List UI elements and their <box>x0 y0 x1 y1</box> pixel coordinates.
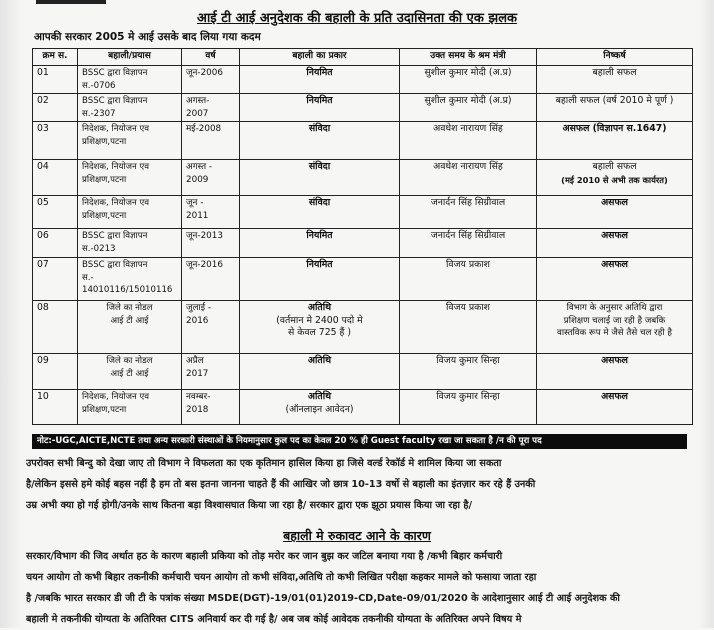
cell-type: अतिथि <box>240 354 400 390</box>
cell-serial: 03 <box>33 122 78 160</box>
cell-type: नियमित <box>240 229 400 258</box>
cell-result: बहाली सफल <box>537 66 693 94</box>
paragraph-reasons <box>26 546 698 630</box>
cell-result: असफल <box>537 196 693 229</box>
cell-year: जून-2006 <box>182 66 240 94</box>
cell-minister: विजय प्रकाश <box>400 258 537 301</box>
document-title: आई टी आई अनुदेशक की बहाली के प्रति उदासिनता की एक झलक <box>197 11 517 26</box>
paragraph-line: है /जबकि भारत सरकार डी जी टी के पत्रांक संख्या MSDE(DGT)-19/01(01)2019-CD,Date-09/01/2020 के आदेशानुसार आई टी आई अनुदेशक की <box>26 593 620 604</box>
cell-type: अतिथि (वर्तमान मे 2400 पदो मे से केवल 725 हैं ) <box>240 301 400 354</box>
paragraph-analysis <box>26 453 698 516</box>
cell-year: नवम्बर- 2018 <box>182 390 240 425</box>
paragraph-line: बहाली मे तकनीकी योग्यता के अतिरिक्त CITS अनिवार्य कर दी गई है/ अब जब कोई आवेदक तकनीकी योग्यता के अतिरिक्त अपने विषय मे <box>26 614 522 625</box>
header-type: बहाली का प्रकार <box>240 49 400 66</box>
paragraph-line: सरकार/विभाग की जिद अर्थात हठ के कारण बहाली प्रकिया को तोड़ मरोर कर जान बुझ कर जटिल बनाया गया है /कभी बिहार कर्मचारी <box>26 551 503 562</box>
header-attempt: बहाली/प्रयास <box>78 49 182 66</box>
cell-attempt: निदेशक, नियोजन एव प्रशिक्षण,पटना <box>78 160 182 196</box>
cell-minister: अवधेश नारायण सिंह <box>400 122 537 160</box>
cell-minister: जनार्दन सिंह सिग्रीवाल <box>400 196 537 229</box>
section-heading: बहाली मे रुकावट आने के कारण <box>283 528 431 543</box>
header-minister: उक्त समय के श्रम मंत्री <box>400 49 537 66</box>
cell-attempt: जिले का नोडल आई टी आई <box>78 301 182 354</box>
cell-result: असफल <box>537 258 693 301</box>
cell-type: नियमित <box>240 66 400 94</box>
cell-minister: जनार्दन सिंह सिग्रीवाल <box>400 229 537 258</box>
cell-minister: अवधेश नारायण सिंह <box>400 160 537 196</box>
cell-serial: 10 <box>33 390 78 425</box>
cell-result: असफल (विज्ञापन स.1647) <box>537 122 693 160</box>
cell-year: अगस्त - 2009 <box>182 160 240 196</box>
cell-year: जून - 2011 <box>182 196 240 229</box>
cell-year: जून-2013 <box>182 229 240 258</box>
cell-serial: 06 <box>33 229 78 258</box>
table-row <box>33 94 693 122</box>
header-serial: क्रम स. <box>33 49 78 66</box>
cell-attempt: निदेशक, नियोजन एव प्रशिक्षण,पटना <box>78 196 182 229</box>
cell-serial: 09 <box>33 354 78 390</box>
cell-type: संविदा <box>240 196 400 229</box>
cell-minister: विजय कुमार सिन्हा <box>400 354 537 390</box>
cell-result: बहाली सफल (मई 2010 से अभी तक कार्यरत) <box>537 160 693 196</box>
cell-result: असफल <box>537 354 693 390</box>
top-edge-mark <box>36 0 106 4</box>
cell-attempt: जिले का नोडल आई टी आई <box>78 354 182 390</box>
cell-attempt: निदेशक, नियोजन एव प्रशिक्षण,पटना <box>78 390 182 425</box>
recruitment-table <box>32 48 693 425</box>
paragraph-line: है/लेकिन इससे हमे कोई बहस नहीं है हम तो बस इतना जानना चाहते हैं की आखिर जो छात्र 10-13 वर्षो से बहाली का इंतज़ार कर रहे हैं उनकी <box>26 479 536 490</box>
cell-attempt: BSSC द्वारा विज्ञापन स.-0213 <box>78 229 182 258</box>
cell-serial: 01 <box>33 66 78 94</box>
cell-attempt: BSSC द्वारा विज्ञापन स.-2307 <box>78 94 182 122</box>
cell-year: अप्रैल 2017 <box>182 354 240 390</box>
cell-attempt: निदेशक, नियोजन एव प्रशिक्षण,पटना <box>78 122 182 160</box>
header-result: निष्कर्ष <box>537 49 693 66</box>
cell-minister: विजय कुमार सिन्हा <box>400 390 537 425</box>
cell-serial: 08 <box>33 301 78 354</box>
table-row <box>33 229 693 258</box>
document-subtitle: आपकी सरकार 2005 मे आई उसके बाद लिया गया कदम <box>34 31 261 43</box>
cell-result: बहाली सफल (वर्ष 2010 मे पूर्ण ) <box>537 94 693 122</box>
cell-serial: 05 <box>33 196 78 229</box>
table-row <box>33 160 693 196</box>
table-row <box>33 196 693 229</box>
cell-serial: 07 <box>33 258 78 301</box>
cell-year: जुलाई - 2016 <box>182 301 240 354</box>
cell-serial: 02 <box>33 94 78 122</box>
cell-type: संविदा <box>240 160 400 196</box>
cell-attempt: BSSC द्वारा विज्ञापन स.-0706 <box>78 66 182 94</box>
cell-serial: 04 <box>33 160 78 196</box>
cell-minister: सुशील कुमार मोदी (अ.प्र) <box>400 94 537 122</box>
cell-result: असफल <box>537 390 693 425</box>
table-row <box>33 354 693 390</box>
table-row <box>33 301 693 354</box>
cell-result: विभाग के अनुसार अतिथि द्वारा प्रशिक्षण चलाई जा रही है जबकि वास्तविक रूप मे जैसे तैसे चल रही है <box>537 301 693 354</box>
cell-type: नियमित <box>240 94 400 122</box>
table-row <box>33 390 693 425</box>
cell-type: नियमित <box>240 258 400 301</box>
table-row <box>33 122 693 160</box>
header-year: वर्ष <box>182 49 240 66</box>
paragraph-line: उपरोक्त सभी बिन्दु को देखा जाए तो विभाग ने विफलता का एक कृतिमान हासिल किया हा जिसे वर्ल्ड रेकॉर्ड मे शामिल किया जा सकता <box>26 458 502 469</box>
table-row <box>33 258 693 301</box>
table-header-row <box>33 49 693 66</box>
cell-attempt: BSSC द्वारा विज्ञापन स.- 14010116/15010116 <box>78 258 182 301</box>
cell-minister: विजय प्रकाश <box>400 301 537 354</box>
cell-year: जून-2016 <box>182 258 240 301</box>
cell-year: अगस्त- 2007 <box>182 94 240 122</box>
paragraph-line: उम्र अभी क्या हो गई होगी/उनके साथ कितना बड़ा विश्वासघात किया जा रहा है/ सरकार द्वारा एक झूठा प्रयास किया जा रहा है/ <box>26 500 473 511</box>
note-banner: नोट:-UGC,AICTE,NCTE तथा अन्य सरकारी संस्थाओं के नियमानुसार कुल पद का केवल 20 % ही Guest faculty रखा जा सकता है /न की पूरा पद <box>32 434 687 449</box>
cell-result: असफल <box>537 229 693 258</box>
cell-type: अतिथि (ऑनलाइन आवेदन) <box>240 390 400 425</box>
table-row <box>33 66 693 94</box>
cell-type: संविदा <box>240 122 400 160</box>
cell-year: मई-2008 <box>182 122 240 160</box>
cell-minister: सुशील कुमार मोदी (अ.प्र) <box>400 66 537 94</box>
paragraph-line: चयन आयोग तो कभी बिहार तकनीकी कर्मचारी चयन आयोग तो कभी संविदा,अतिथि तो कभी लिखित परीक्षा कहकर मामले को फसाया जाता रहा <box>26 572 537 583</box>
